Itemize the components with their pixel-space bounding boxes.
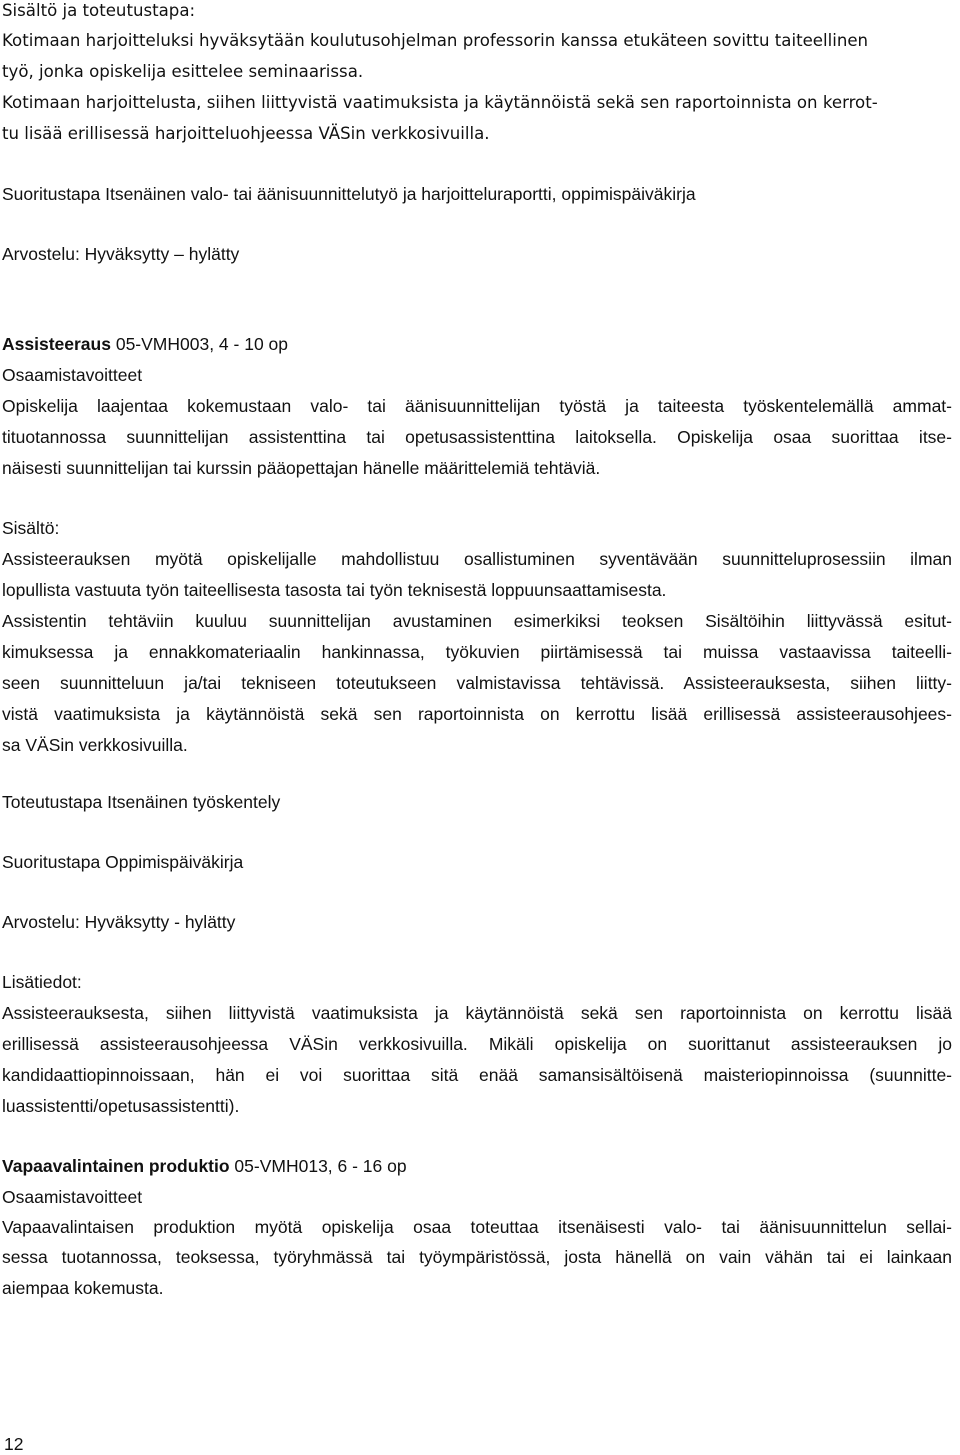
page-number: 12 [4,1434,24,1454]
course-title [2,333,288,355]
paragraph-line: tituotannossa suunnittelijan assistenttina tai opetusassistenttina laitoksella. Opiskelija osaa suorittaa itse- [2,427,952,447]
info-heading: Lisätiedot: [2,972,82,992]
paragraph-line: kandidaattiopinnoissaan, hän ei voi suorittaa sitä enää samansisältöisenä maisteriopinnoissa (suunnitte- [2,1065,952,1085]
paragraph-line: seen suunnitteluun ja/tai tekniseen toteutukseen valmistavissa tehtävissä. Assisteerauksesta, siihen liitty- [2,673,952,693]
outcomes-heading: Osaamistavoitteet [2,1187,143,1207]
paragraph-line: työ, jonka opiskelija esittelee seminaarissa. [2,62,364,81]
paragraph-line: Assisteerauksesta, siihen liittyvistä vaatimuksista ja käytännöistä sekä sen raportoinnista on kerrottu lisää [2,1003,952,1023]
course-title [2,1155,407,1177]
course-code: 05-VMH013, 6 - 16 op [229,1156,407,1176]
course-code: 05-VMH003, 4 - 10 op [110,334,289,354]
suoritustapa-line: Suoritustapa Oppimispäiväkirja [2,852,244,872]
content-heading: Sisältö: [2,518,60,538]
paragraph-line: erillisessä assisteerausohjeessa VÄSin verkkosivuilla. Mikäli opiskelija on suorittanut assisteerauksen jo [2,1034,952,1054]
paragraph-line: Kotimaan harjoitteluksi hyväksytään koulutusohjelman professorin kanssa etukäteen sovittu taiteellinen [2,31,869,50]
paragraph-line: luassistentti/opetusassistentti). [2,1096,240,1116]
course-name: Assisteeraus [2,334,111,354]
paragraph-line: sessa tuotannossa, teoksessa, työryhmässä tai työympäristössä, josta hänellä on vain vähän tai ei lainkaan [2,1247,952,1267]
arvostelu-line: Arvostelu: Hyväksytty - hylätty [2,912,236,932]
paragraph-line: Vapaavalintaisen produktion myötä opiskelija osaa toteuttaa itsenäisesti valo- tai äänisuunnittelun sellai- [2,1217,952,1237]
paragraph-line: Assisteerauksen myötä opiskelijalle mahdollistuu osallistuminen syventävään suunnitteluprosessiin ilman [2,549,952,569]
section-heading: Sisältö ja toteutustapa: [2,1,196,20]
paragraph-line: tu lisää erillisessä harjoitteluohjeessa VÄSin verkkosivuilla. [2,124,490,143]
paragraph-line: aiempaa kokemusta. [2,1278,164,1298]
paragraph-line: Assistentin tehtäviin kuuluu suunnittelijan avustaminen esimerkiksi teoksen Sisältöihin liittyvässä esitut- [2,611,952,631]
arvostelu-line: Arvostelu: Hyväksytty – hylätty [2,244,240,264]
toteutustapa-line: Toteutustapa Itsenäinen työskentely [2,792,281,812]
paragraph-line: vistä vaatimuksista ja käytännöistä sekä sen raportoinnista on kerrottu lisää erillisessä assisteerausohjees- [2,704,952,724]
paragraph-line: Opiskelija laajentaa kokemustaan valo- tai äänisuunnittelijan työstä ja taiteesta työskentelemällä ammat- [2,396,952,416]
outcomes-heading: Osaamistavoitteet [2,365,143,385]
paragraph-line: näisesti suunnittelijan tai kurssin pääopettajan hänelle määrittelemiä tehtäviä. [2,458,601,478]
paragraph-line: lopullista vastuuta työn taiteellisesta tasosta tai työn teknisestä loppuunsaattamisesta. [2,580,667,600]
course-name: Vapaavalintainen produktio [2,1156,230,1176]
paragraph-line: sa VÄSin verkkosivuilla. [2,735,188,755]
suoritustapa-line: Suoritustapa Itsenäinen valo- tai äänisuunnittelutyö ja harjoitteluraportti, oppimispäiväkirja [2,184,696,204]
paragraph-line: Kotimaan harjoittelusta, siihen liittyvistä vaatimuksista ja käytännöistä sekä sen raportoinnista on kerrot- [2,93,878,112]
paragraph-line: kimuksessa ja ennakkomateriaalin hankinnassa, työkuvien piirtämisessä tai muissa vastaavissa taiteelli- [2,642,952,662]
